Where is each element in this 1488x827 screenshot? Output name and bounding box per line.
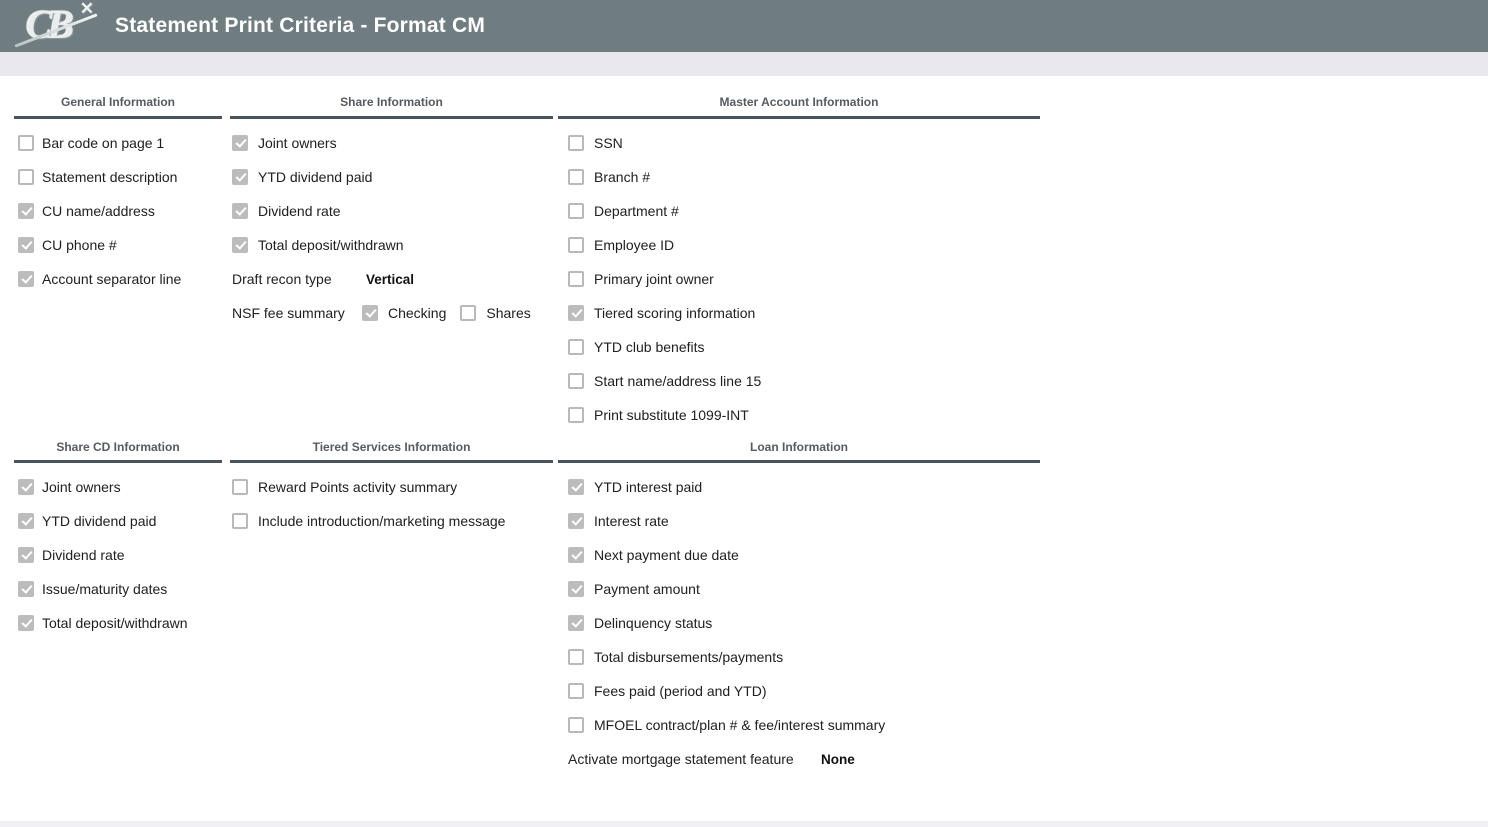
checkbox-label: Employee ID [594,237,675,253]
checkbox-mfoel-contract-plan-fee-interest-summary[interactable] [568,717,584,733]
checkbox-row-cd-joint-owners [14,470,222,504]
checkbox-label: MFOEL contract/plan # & fee/interest summary [594,717,886,733]
checkbox-label: YTD interest paid [594,479,703,495]
checkbox-row-total-disbursements-payments [558,640,1040,674]
section-header-share-cd [14,432,222,463]
checkbox-total-disbursements-payments[interactable] [568,649,584,665]
checkbox-branch[interactable] [568,169,584,185]
checkbox-row-cd-issue-maturity-dates [14,572,222,606]
main-content [0,76,1488,821]
sections-row-2 [14,432,1488,776]
checkbox-label: YTD dividend paid [258,169,373,185]
checkbox-label: Fees paid (period and YTD) [594,683,767,699]
section-title: Share Information [340,95,443,109]
checkbox-label: Print substitute 1099-INT [594,407,749,423]
section-share-cd-information [14,432,222,640]
checkbox-label: Interest rate [594,513,669,529]
section-title: Tiered Services Information [312,440,471,454]
checkbox-payment-amount[interactable] [568,581,584,597]
checkbox-row-interest-rate [558,504,1040,538]
checkbox-label: Start name/address line 15 [594,373,762,389]
checkbox-row-account-separator-line [14,262,222,296]
section-rows [14,463,222,640]
checkbox-ytd-club-benefits[interactable] [568,339,584,355]
checkbox-print-substitute-1099-int[interactable] [568,407,584,423]
section-share-information [230,76,553,330]
section-title: General Information [60,95,176,109]
checkbox-ssn[interactable] [568,135,584,151]
checkbox-row-cd-dividend-rate [14,538,222,572]
checkbox-cd-ytd-dividend-paid[interactable] [18,513,34,529]
checkbox-row-ytd-interest-paid [558,470,1040,504]
section-title: Loan Information [750,440,848,454]
checkbox-primary-joint-owner[interactable] [568,271,584,287]
section-title: Share CD Information [56,440,180,454]
title-bar [0,0,1488,52]
checkbox-row-branch [558,160,1040,194]
checkbox-delinquency-status[interactable] [568,615,584,631]
checkbox-label-nsf-checking: Checking [388,305,447,321]
checkbox-row-cd-ytd-dividend-paid [14,504,222,538]
field-row-draft-recon-type [230,262,553,296]
checkbox-label: Joint owners [258,135,337,151]
section-rows [230,119,553,330]
checkbox-label-nsf-shares: Shares [486,305,531,321]
checkbox-ytd-dividend-paid[interactable] [232,169,248,185]
checkbox-label: CU name/address [42,203,155,219]
checkbox-row-mfoel-contract-plan-fee-interest-summary [558,708,1040,742]
checkbox-label: Account separator line [42,271,182,287]
checkbox-row-include-introduction-marketing-message [230,504,553,538]
checkbox-row-reward-points-activity-summary [230,470,553,504]
field-label-draft-recon-type: Draft recon type [232,271,332,287]
checkbox-start-name-address-line-15[interactable] [568,373,584,389]
checkbox-row-ssn [558,126,1040,160]
checkbox-row-ytd-club-benefits [558,330,1040,364]
checkbox-reward-points-activity-summary[interactable] [232,479,248,495]
checkbox-label: Dividend rate [258,203,341,219]
checkbox-label: Branch # [594,169,651,185]
bottom-strip [0,821,1488,827]
checkbox-statement-description[interactable] [18,169,34,185]
checkbox-cd-total-deposit-withdrawn[interactable] [18,615,34,631]
checkbox-label: Issue/maturity dates [42,581,168,597]
checkbox-employee-id[interactable] [568,237,584,253]
checkbox-row-cd-total-deposit-withdrawn [14,606,222,640]
field-value-activate-mortgage-statement-feature[interactable]: None [821,751,855,767]
checkbox-nsf-shares[interactable] [460,305,476,321]
checkbox-label: Tiered scoring information [594,305,756,321]
checkbox-bar-code-on-page-1[interactable] [18,135,34,151]
checkbox-cu-name-address[interactable] [18,203,34,219]
checkbox-label: Reward Points activity summary [258,479,458,495]
checkbox-label: Include introduction/marketing message [258,513,506,529]
field-label-activate-mortgage-statement-feature: Activate mortgage statement feature [568,751,794,767]
checkbox-row-bar-code-on-page-1 [14,126,222,160]
checkbox-label: YTD club benefits [594,339,705,355]
sections-row-1 [14,76,1488,432]
field-label-nsf-fee-summary: NSF fee summary [232,305,345,321]
checkbox-row-statement-description [14,160,222,194]
checkbox-row-print-substitute-1099-int [558,398,1040,432]
checkbox-label: Department # [594,203,679,219]
section-rows [558,463,1040,776]
checkbox-row-payment-amount [558,572,1040,606]
section-rows [558,119,1040,432]
checkbox-label: Total deposit/withdrawn [258,237,404,253]
checkbox-dividend-rate[interactable] [232,203,248,219]
checkbox-label: SSN [594,135,623,151]
checkbox-nsf-checking[interactable] [362,305,378,321]
checkbox-ytd-interest-paid[interactable] [568,479,584,495]
checkbox-tiered-scoring-information[interactable] [568,305,584,321]
checkbox-row-dividend-rate [230,194,553,228]
checkbox-row-tiered-scoring-information [558,296,1040,330]
checkbox-label: Primary joint owner [594,271,714,287]
cbx-logo-cb-text: CB [26,2,70,47]
checkbox-cd-issue-maturity-dates[interactable] [18,581,34,597]
checkbox-cd-joint-owners[interactable] [18,479,34,495]
checkbox-row-joint-owners [230,126,553,160]
checkbox-account-separator-line[interactable] [18,271,34,287]
checkbox-row-fees-paid-period-and-ytd [558,674,1040,708]
section-master-account-information [558,76,1040,432]
checkbox-label: Bar code on page 1 [42,135,165,151]
section-general-information [14,76,222,296]
section-loan-information [558,432,1040,776]
checkbox-joint-owners[interactable] [232,135,248,151]
section-rows [14,119,222,296]
checkbox-label: Delinquency status [594,615,713,631]
checkbox-label: Payment amount [594,581,700,597]
checkbox-label: Total deposit/withdrawn [42,615,188,631]
checkbox-include-introduction-marketing-message[interactable] [232,513,248,529]
checkbox-next-payment-due-date[interactable] [568,547,584,563]
checkbox-cd-dividend-rate[interactable] [18,547,34,563]
section-header-share [230,76,553,119]
checkbox-row-total-deposit-withdrawn [230,228,553,262]
section-header-loan [558,432,1040,463]
checkbox-row-employee-id [558,228,1040,262]
checkbox-interest-rate[interactable] [568,513,584,529]
cbx-logo [16,2,94,50]
checkbox-label: Dividend rate [42,547,125,563]
checkbox-row-ytd-dividend-paid [230,160,553,194]
checkbox-cu-phone[interactable] [18,237,34,253]
checkbox-row-primary-joint-owner [558,262,1040,296]
section-rows [230,463,553,538]
checkbox-label: CU phone # [42,237,117,253]
checkbox-row-delinquency-status [558,606,1040,640]
checkbox-department[interactable] [568,203,584,219]
checkbox-row-department [558,194,1040,228]
page-title: Statement Print Criteria - Format CM [115,14,486,37]
checkbox-label: Joint owners [42,479,121,495]
checkbox-label: Statement description [42,169,178,185]
checkbox-label: Total disbursements/payments [594,649,784,665]
checkbox-row-next-payment-due-date [558,538,1040,572]
checkbox-row-cu-name-address [14,194,222,228]
header-sub-strip [0,52,1488,76]
field-value-draft-recon-type[interactable]: Vertical [366,271,415,287]
checkbox-row-cu-phone [14,228,222,262]
checkbox-label: YTD dividend paid [42,513,157,529]
field-row-nsf-fee-summary [230,296,553,330]
field-row-activate-mortgage-statement-feature [558,742,1040,776]
section-title: Master Account Information [719,95,879,109]
section-tiered-services-information [230,432,553,538]
checkbox-total-deposit-withdrawn[interactable] [232,237,248,253]
section-header-tiered-services [230,432,553,463]
section-header-master [558,76,1040,119]
checkbox-fees-paid-period-and-ytd[interactable] [568,683,584,699]
checkbox-label: Next payment due date [594,547,739,563]
checkbox-row-start-name-address-line-15 [558,364,1040,398]
cbx-logo-x-icon: ✕ [79,0,94,18]
section-header-general [14,76,222,119]
